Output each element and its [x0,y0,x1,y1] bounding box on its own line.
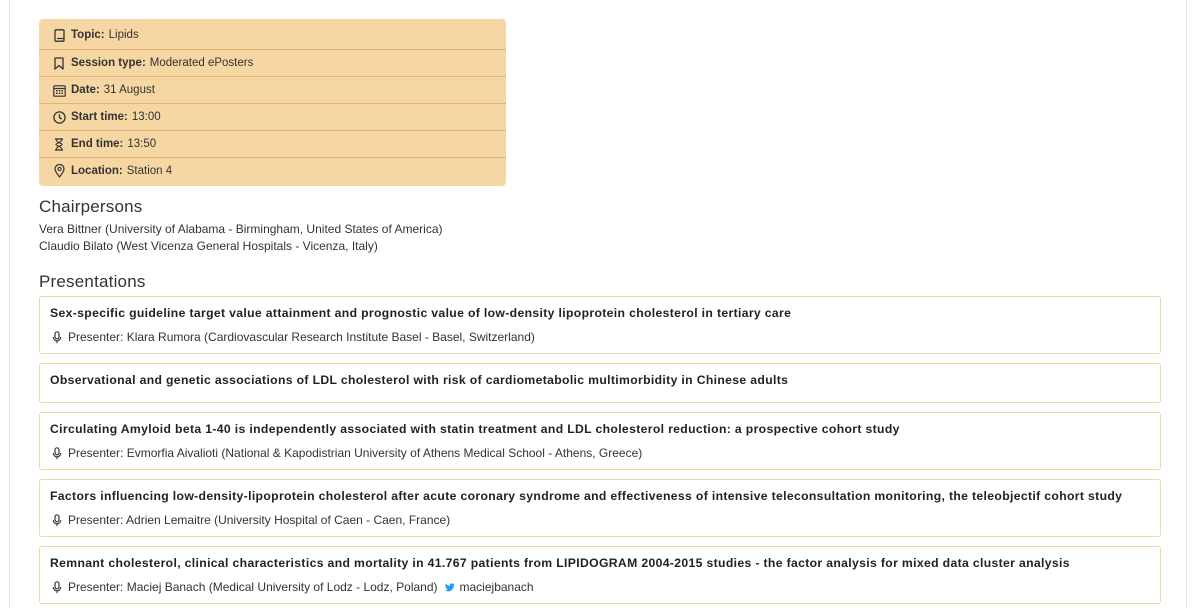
presentation-title[interactable]: Sex-specific guideline target value attainment and prognostic value of low-density lipoprotein cholesterol in tertiary care [50,306,792,320]
presentation-card[interactable] [39,296,1161,354]
map-pin-icon [52,164,66,178]
microphone-icon [52,514,62,527]
end-time-value: 13:50 [127,138,157,150]
presentation-title[interactable]: Circulating Amyloid beta 1-40 is independently associated with statin treatment and LDL cholesterol reduction: a prospective cohort study [50,422,900,436]
left-divider [9,0,10,608]
info-row-topic [39,22,506,48]
bookmark-icon [52,56,66,70]
session-type-value: Moderated ePosters [149,57,254,69]
presenter-line [52,580,534,594]
right-divider [1186,0,1187,608]
presenter-line [52,446,642,460]
presentation-card[interactable] [39,412,1161,470]
presentation-card[interactable] [39,479,1161,537]
info-row-end-time [39,130,506,157]
presentation-card[interactable] [39,546,1161,604]
info-row-start-time [39,103,506,130]
twitter-handle[interactable]: maciejbanach [459,580,534,594]
microphone-icon [52,581,62,594]
presenter-name: Presenter: Maciej Banach (Medical University of Lodz - Lodz, Poland) [68,580,438,594]
book-icon [52,28,66,42]
start-time-value: 13:00 [131,111,161,123]
topic-label: Topic: [71,29,105,41]
date-value: 31 August [103,84,155,96]
calendar-icon [52,83,66,97]
session-type-label: Session type: [71,57,146,69]
presentation-title[interactable]: Observational and genetic associations of LDL cholesterol with risk of cardiometabolic multimorbidity in Chinese adults [50,373,789,387]
date-label: Date: [71,84,100,96]
presentation-card[interactable] [39,363,1161,403]
chairpersons-heading: Chairpersons [39,197,143,216]
microphone-icon [52,331,62,344]
presenter-name: Presenter: Evmorfia Aivalioti (National & Kapodistrian University of Athens Medical School - Athens, Greece) [68,446,643,460]
location-value: Station 4 [126,165,173,177]
twitter-link[interactable] [445,580,534,594]
presentations-heading: Presentations [39,272,146,291]
presenter-name: Presenter: Adrien Lemaitre (University Hospital of Caen - Caen, France) [68,513,451,527]
clock-icon [52,110,66,124]
presenter-line [52,330,535,344]
twitter-icon [445,583,455,592]
presenter-name: Presenter: Klara Rumora (Cardiovascular Research Institute Basel - Basel, Switzerland) [68,330,535,344]
chairperson-item: Vera Bittner (University of Alabama - Birmingham, United States of America) [39,222,443,236]
hourglass-icon [52,137,66,151]
topic-value: Lipids [108,29,139,41]
location-label: Location: [71,165,123,177]
info-row-session-type [39,49,506,76]
microphone-icon [52,447,62,460]
presenter-line [52,513,450,527]
start-time-label: Start time: [71,111,128,123]
info-row-location [39,157,506,184]
end-time-label: End time: [71,138,124,150]
chairperson-item: Claudio Bilato (West Vicenza General Hospitals - Vicenza, Italy) [39,239,378,253]
presentation-title[interactable]: Remnant cholesterol, clinical characteristics and mortality in 41.767 patients from LIPIDOGRAM 2004-2015 studies - the factor analysis for mixed data cluster analysis [50,556,1070,570]
session-info-panel [39,19,506,186]
info-row-date [39,76,506,103]
presentation-title[interactable]: Factors influencing low-density-lipoprotein cholesterol after acute coronary syndrome and effectiveness of intensive teleconsultation monitoring, the teleobjectif cohort study [50,489,1123,503]
